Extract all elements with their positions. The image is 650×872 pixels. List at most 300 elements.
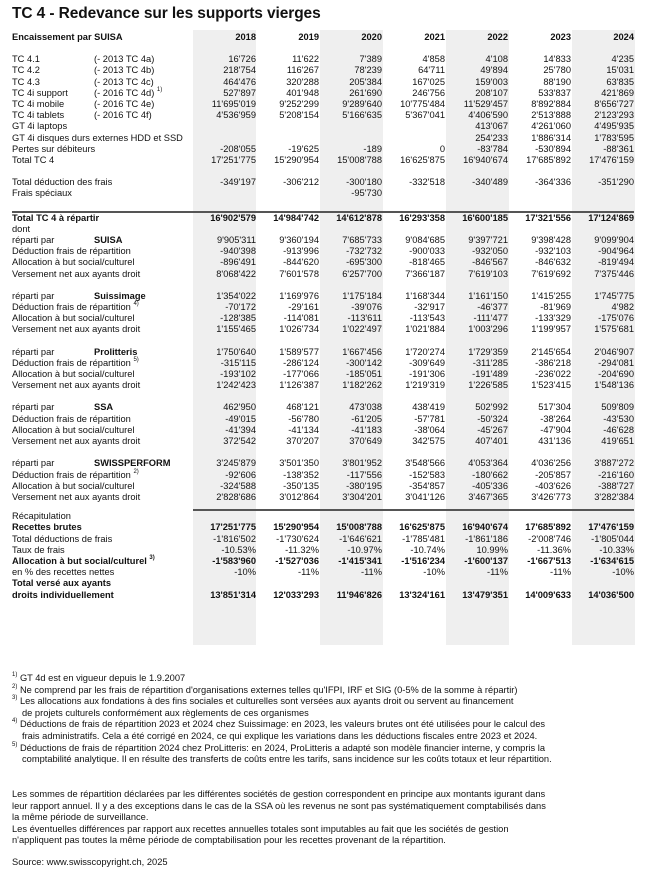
value-cell: 3'041'126 xyxy=(405,491,445,502)
value-cell: -904'964 xyxy=(598,246,634,257)
value-cell: 1'169'976 xyxy=(279,290,319,301)
row-label: Total TC 4 à répartir xyxy=(12,212,100,223)
value-cell: 15'290'954 xyxy=(274,155,319,166)
value-cell: -10% xyxy=(423,567,445,578)
note-line: n'appliquent pas toutes la même période de comptabilisation pour les recettes provenant de la répartition. xyxy=(12,835,446,846)
row-sublabel-text: (- 2013 TC 4c) xyxy=(94,76,154,87)
row-label xyxy=(12,436,193,447)
value-cell: 15'031 xyxy=(606,65,634,76)
table-row xyxy=(12,133,634,144)
row-sublabel-text: (- 2013 TC 4a) xyxy=(94,54,155,65)
value-cell: 4'406'590 xyxy=(468,110,508,121)
footnote-text: Déductions de frais de répartition 2023 et 2024 chez Suissimage: en 2023, les valeurs brutes ont été utilisées pour le calcul des xyxy=(19,719,546,730)
year-header: 2023 xyxy=(550,32,571,42)
row-sublabel xyxy=(94,110,193,121)
footnote-mark: 1) xyxy=(156,86,163,93)
value-cell: -896'491 xyxy=(220,257,256,268)
value-cell: 1'548'136 xyxy=(594,380,634,391)
row-label-text: Recettes brutes xyxy=(12,522,82,533)
row-label xyxy=(12,470,193,481)
value-cell: 15'290'954 xyxy=(273,522,319,533)
value-cell: 17'124'869 xyxy=(588,212,634,223)
value-cell: -57'781 xyxy=(414,413,445,424)
row-label xyxy=(12,257,193,268)
value-cell: 1'745'775 xyxy=(594,290,634,301)
value-cell: 1'523'415 xyxy=(531,380,571,391)
value-cell: 4'235 xyxy=(611,54,634,65)
value-cell: -940'398 xyxy=(220,246,256,257)
value-cell: -11.32% xyxy=(285,544,319,555)
value-cell: 16'625'875 xyxy=(399,522,445,533)
footnote-line xyxy=(12,743,552,755)
value-cell: -315'115 xyxy=(220,357,256,368)
value-cell: 9'084'685 xyxy=(405,235,445,246)
value-cell: 17'685'892 xyxy=(525,522,571,533)
value-cell: 261'690 xyxy=(349,87,382,98)
row-label xyxy=(12,567,193,578)
row-label xyxy=(12,246,193,257)
recap-row xyxy=(12,522,634,533)
value-cell: -49'015 xyxy=(225,413,256,424)
value-cell xyxy=(193,121,256,132)
table-row xyxy=(12,65,634,76)
value-cell: 3'501'350 xyxy=(279,458,319,469)
value-cell: 1'219'319 xyxy=(405,380,445,391)
value-cell xyxy=(256,133,319,144)
value-cell: 11'946'826 xyxy=(336,589,382,600)
value-cell: 3'304'201 xyxy=(342,491,382,502)
value-cell: 16'293'358 xyxy=(399,212,445,223)
footnote-line xyxy=(12,754,552,766)
value-cell: 14'833 xyxy=(543,54,571,65)
value-cell: 16'600'185 xyxy=(462,212,508,223)
value-cell: 218'754 xyxy=(223,65,256,76)
value-cell: -43'530 xyxy=(603,413,634,424)
footnote-mark: 3) xyxy=(12,695,18,702)
value-cell: -41'183 xyxy=(351,424,382,435)
value-cell: -11% xyxy=(360,567,382,578)
row-label xyxy=(12,313,193,324)
table-row xyxy=(12,436,634,447)
value-cell: -732'732 xyxy=(346,246,382,257)
society-prefix: réparti par xyxy=(12,346,55,357)
value-cell: 15'008'788 xyxy=(337,155,382,166)
value-cell: 7'685'733 xyxy=(342,235,382,246)
row-sublabel xyxy=(94,65,193,76)
value-cell: 438'419 xyxy=(412,402,445,413)
value-cell: 167'025 xyxy=(412,76,445,87)
value-cell: 462'950 xyxy=(223,402,256,413)
row-label-text: Allocation à but social/culturel xyxy=(12,480,135,491)
value-cell: 16'940'674 xyxy=(462,522,508,533)
value-cell: 10.99% xyxy=(476,544,508,555)
value-cell: -311'285 xyxy=(472,357,508,368)
value-cell: -306'212 xyxy=(283,177,319,188)
value-cell: 9'905'311 xyxy=(216,235,256,246)
value-cell: 63'835 xyxy=(606,76,634,87)
footnote-line xyxy=(12,731,552,743)
footnote-line xyxy=(12,719,552,731)
footnote-text: de projets culturels conformément aux règlements de ces organismes xyxy=(22,707,309,718)
row-label-text: Déduction frais de répartition xyxy=(12,246,131,257)
society-row xyxy=(12,347,634,358)
value-cell: 17'476'159 xyxy=(589,155,634,166)
value-cell: 372'542 xyxy=(223,436,256,447)
value-cell: -29'161 xyxy=(288,302,319,313)
table-row xyxy=(12,358,634,369)
value-cell: -113'543 xyxy=(409,313,445,324)
row-label: TC 4.1 xyxy=(12,54,40,65)
value-cell: 4'495'935 xyxy=(594,121,634,132)
value-cell: 116'267 xyxy=(286,65,319,76)
value-cell: -1'600'137 xyxy=(464,555,508,566)
value-cell: 17'476'159 xyxy=(588,522,634,533)
value-cell: 1'226'585 xyxy=(468,380,508,391)
row-label xyxy=(12,481,193,492)
row-label xyxy=(12,324,193,335)
value-cell: -117'556 xyxy=(346,469,382,480)
value-cell: 468'121 xyxy=(286,402,319,413)
value-cell: 5'208'154 xyxy=(279,110,319,121)
value-cell: 14'612'878 xyxy=(336,212,382,223)
value-cell: 2'145'654 xyxy=(531,346,571,357)
value-cell: 13'851'314 xyxy=(210,589,256,600)
value-cell: -300'180 xyxy=(346,177,382,188)
footnote-mark: 4) xyxy=(12,718,18,725)
total-repartir-row xyxy=(12,213,634,224)
table-row xyxy=(12,121,634,132)
value-cell: -92'606 xyxy=(225,469,256,480)
value-cell: -38'064 xyxy=(414,424,445,435)
value-cell xyxy=(445,188,508,199)
value-cell: -1'816'502 xyxy=(213,533,256,544)
value-cell: 1'199'957 xyxy=(531,324,571,335)
footnote-mark: 2) xyxy=(133,468,139,475)
value-cell: -39'076 xyxy=(351,302,382,313)
row-label-text: Déduction frais de répartition xyxy=(12,469,131,480)
value-cell: 205'384 xyxy=(349,76,382,87)
value-cell: 7'375'446 xyxy=(594,268,634,279)
value-cell: 3'012'864 xyxy=(279,491,319,502)
value-cell: -844'620 xyxy=(283,257,319,268)
value-cell: 17'321'556 xyxy=(525,212,571,223)
value-cell: -695'300 xyxy=(346,257,382,268)
value-cell: 401'948 xyxy=(286,87,319,98)
value-cell xyxy=(508,188,571,199)
value-cell: -1'730'624 xyxy=(276,533,319,544)
value-cell: 9'397'721 xyxy=(468,235,508,246)
value-cell: -1'805'044 xyxy=(591,533,634,544)
row-label-text: Versement net aux ayants droit xyxy=(12,436,141,447)
value-cell: -340'489 xyxy=(472,177,508,188)
value-cell: -152'583 xyxy=(409,469,445,480)
society-row xyxy=(12,458,634,469)
value-cell: -38'264 xyxy=(540,413,571,424)
recap-label: Récapitulation xyxy=(12,511,71,522)
table-row xyxy=(12,257,634,268)
value-cell: -216'160 xyxy=(598,469,634,480)
value-cell: -818'465 xyxy=(409,257,445,268)
value-cell: 320'288 xyxy=(286,76,319,87)
value-cell: -10% xyxy=(612,567,634,578)
value-cell: 8'068'422 xyxy=(216,268,256,279)
table-row xyxy=(12,99,634,110)
value-cell xyxy=(319,121,382,132)
value-cell xyxy=(382,188,445,199)
value-cell: -204'690 xyxy=(598,369,634,380)
value-cell: 407'401 xyxy=(475,436,508,447)
value-cell: 17'251'775 xyxy=(210,522,256,533)
row-label-text: Déduction frais de répartition xyxy=(12,302,131,313)
value-cell: -900'033 xyxy=(409,246,445,257)
footnote-mark: 5) xyxy=(12,741,18,748)
value-cell: 1'161'150 xyxy=(468,290,508,301)
value-cell: -111'477 xyxy=(473,313,508,324)
society-name: SUISA xyxy=(94,235,123,246)
value-cell: -349'197 xyxy=(220,177,256,188)
table-row xyxy=(12,414,634,425)
value-cell: -133'329 xyxy=(535,313,571,324)
table-row xyxy=(12,380,634,391)
year-header: 2022 xyxy=(487,32,508,42)
value-cell: 25'780 xyxy=(543,65,571,76)
value-cell: 6'257'700 xyxy=(342,268,382,279)
footnote-line xyxy=(12,696,552,708)
row-label: TC 4i support xyxy=(12,87,68,98)
value-cell: 1'783'595 xyxy=(594,132,634,143)
value-cell: 3'801'952 xyxy=(342,458,382,469)
recap-row xyxy=(12,534,634,545)
row-label-text: Versement net aux ayants droit xyxy=(12,491,141,502)
value-cell: -128'385 xyxy=(220,313,256,324)
value-cell: 4'261'060 xyxy=(531,121,571,132)
value-cell: -1'415'341 xyxy=(338,555,382,566)
value-cell: 16'940'674 xyxy=(463,155,508,166)
value-cell: 7'619'692 xyxy=(531,268,571,279)
value-cell: 1'126'387 xyxy=(279,380,319,391)
value-cell xyxy=(382,133,445,144)
row-label: GT 4i disques durs externes HDD et SSD xyxy=(12,132,183,143)
value-cell: 7'389 xyxy=(359,54,382,65)
value-cell: -10.74% xyxy=(410,544,445,555)
value-cell: -350'135 xyxy=(283,480,319,491)
value-cell: 5'166'635 xyxy=(342,110,382,121)
table-row xyxy=(12,269,634,280)
value-cell: -932'050 xyxy=(472,246,508,257)
society-prefix: réparti par xyxy=(12,402,55,413)
value-cell: 3'282'384 xyxy=(594,491,634,502)
society-row xyxy=(12,291,634,302)
row-label: TC 4i tablets xyxy=(12,110,65,121)
value-cell: 64'711 xyxy=(418,65,445,76)
table-row xyxy=(12,110,634,121)
row-label-text: Allocation à but social/culturel xyxy=(12,257,135,268)
note-line: leur rapport annuel. Il y a des exceptions dans le cas de la SSA où les revenus ne sont pas systématiquement comptabilisés dans xyxy=(12,800,546,811)
value-cell: -11% xyxy=(549,567,571,578)
value-cell: -332'518 xyxy=(409,177,445,188)
row-sublabel xyxy=(94,99,193,110)
value-cell: 1'182'262 xyxy=(342,380,382,391)
value-cell: 370'649 xyxy=(349,436,382,447)
footnote-line xyxy=(12,673,552,685)
value-cell: 9'099'904 xyxy=(594,235,634,246)
footnote-line xyxy=(12,685,552,697)
value-cell: 9'398'428 xyxy=(531,235,571,246)
value-cell: 13'324'161 xyxy=(399,589,445,600)
value-cell: 421'869 xyxy=(601,87,634,98)
value-cell: -45'267 xyxy=(477,424,508,435)
value-cell: 464'476 xyxy=(223,76,256,87)
year-header: 2020 xyxy=(361,32,382,42)
row-label: Total TC 4 xyxy=(12,155,55,166)
value-cell: 509'809 xyxy=(601,402,634,413)
value-cell: -1'583'960 xyxy=(212,555,256,566)
value-cell: -364'336 xyxy=(535,177,571,188)
value-cell: 4'036'256 xyxy=(531,458,571,469)
value-cell xyxy=(193,188,256,199)
row-label: TC 4.2 xyxy=(12,65,40,76)
row-label xyxy=(12,302,193,313)
royalty-table xyxy=(12,32,634,601)
value-cell: -95'730 xyxy=(351,188,382,199)
year-header: 2018 xyxy=(235,32,256,42)
value-cell: 15'008'788 xyxy=(336,522,382,533)
total-verse-row xyxy=(12,590,634,601)
value-cell: -913'996 xyxy=(283,246,319,257)
row-sublabel-text: (- 2013 TC 4b) xyxy=(94,65,155,76)
value-cell: -138'352 xyxy=(283,469,319,480)
value-cell: -530'894 xyxy=(535,143,571,154)
value-cell: -932'103 xyxy=(535,246,571,257)
value-cell: -11% xyxy=(486,567,508,578)
value-cell: -354'857 xyxy=(409,480,445,491)
value-cell: -10.97% xyxy=(347,544,382,555)
value-cell: -294'081 xyxy=(598,357,634,368)
source-note: Source: www.swisscopyright.ch, 2025 xyxy=(12,857,168,867)
value-cell: -10% xyxy=(234,567,256,578)
footnote-text: GT 4d est en vigueur depuis le 1.9.2007 xyxy=(19,673,186,683)
value-cell: -10.53% xyxy=(221,544,256,555)
value-cell: 502'992 xyxy=(475,402,508,413)
value-cell: 4'858 xyxy=(422,54,445,65)
value-cell: -56'780 xyxy=(288,413,319,424)
value-cell: 1'003'296 xyxy=(468,324,508,335)
value-cell: 17'685'892 xyxy=(526,155,571,166)
value-cell: -846'632 xyxy=(535,257,571,268)
value-cell: -70'172 xyxy=(225,302,256,313)
value-cell: 254'233 xyxy=(475,132,508,143)
value-cell: -185'051 xyxy=(346,369,382,380)
row-label-text: en % des recettes nettes xyxy=(12,567,115,578)
value-cell: 14'009'633 xyxy=(525,589,571,600)
value-cell: 159'003 xyxy=(475,76,508,87)
value-cell: 1'354'022 xyxy=(216,290,256,301)
value-cell: 8'892'884 xyxy=(531,99,571,110)
society-row xyxy=(12,402,634,413)
value-cell xyxy=(256,188,319,199)
footnote-mark: 4) xyxy=(133,301,139,308)
value-cell: 1'729'359 xyxy=(468,346,508,357)
value-cell xyxy=(319,133,382,144)
footnote-mark: 1) xyxy=(12,672,18,678)
value-cell: -1'667'513 xyxy=(527,555,571,566)
value-cell: 527'897 xyxy=(223,87,256,98)
value-cell: 88'190 xyxy=(543,76,571,87)
value-cell: 246'756 xyxy=(412,87,445,98)
value-cell: -309'649 xyxy=(409,357,445,368)
value-cell: -10.33% xyxy=(599,544,634,555)
value-cell: 1'589'577 xyxy=(279,346,319,357)
total-verse-label: Total versé aux ayants xyxy=(12,578,112,589)
row-label-text: Déduction frais de répartition xyxy=(12,357,131,368)
value-cell: 413'067 xyxy=(475,121,508,132)
row-label xyxy=(12,425,193,436)
footnote-text: Les allocations aux fondations à des fins sociales et culturelles sont versées aux ayants droit ou servent au financement xyxy=(19,696,514,707)
value-cell: -386'218 xyxy=(535,357,571,368)
value-cell: -88'361 xyxy=(603,143,634,154)
value-cell: 16'902'579 xyxy=(210,212,256,223)
year-header: 2024 xyxy=(613,32,634,42)
value-cell: 9'360'194 xyxy=(279,235,319,246)
value-cell: 7'366'187 xyxy=(405,268,445,279)
row-label: GT 4i laptops xyxy=(12,121,68,132)
row-label-text: Taux de frais xyxy=(12,544,65,555)
value-cell: -50'324 xyxy=(477,413,508,424)
note-line: Les sommes de répartition déclarées par les différentes sociétés de gestion correspondent en principe aux montants igurant dans xyxy=(12,789,546,799)
value-cell: -191'489 xyxy=(472,369,508,380)
value-cell: 3'467'365 xyxy=(468,491,508,502)
value-cell: -11% xyxy=(297,567,319,578)
value-cell: 14'036'500 xyxy=(588,589,634,600)
value-cell: 0 xyxy=(439,143,445,154)
value-cell: -83'784 xyxy=(477,143,508,154)
row-label xyxy=(12,358,193,369)
value-cell: -113'611 xyxy=(347,313,382,324)
society-prefix: réparti par xyxy=(12,290,55,301)
notes xyxy=(12,789,612,847)
row-label-text: Allocation à but social/culturel xyxy=(12,369,135,380)
table-row xyxy=(12,313,634,324)
value-cell: -236'022 xyxy=(535,369,571,380)
society-name: SSA xyxy=(94,402,114,413)
value-cell: -351'290 xyxy=(598,177,634,188)
value-cell: -41'394 xyxy=(225,424,256,435)
row-label-text: Versement net aux ayants droit xyxy=(12,268,141,279)
row-label xyxy=(12,492,193,503)
value-cell: 11'529'457 xyxy=(463,99,508,110)
value-cell: 13'479'351 xyxy=(462,589,508,600)
row-label-text: Versement net aux ayants droit xyxy=(12,380,141,391)
value-cell: -324'588 xyxy=(220,480,256,491)
value-cell: -403'626 xyxy=(535,480,571,491)
value-cell: 208'107 xyxy=(475,87,508,98)
row-label-text: Allocation à but social/culturel xyxy=(12,424,135,435)
value-cell: -46'628 xyxy=(603,424,634,435)
value-cell xyxy=(571,188,634,199)
value-cell: 11'695'019 xyxy=(211,99,256,110)
value-cell: 9'289'640 xyxy=(342,99,382,110)
row-label xyxy=(12,545,193,556)
footnote-mark: 5) xyxy=(133,356,139,363)
row-sublabel xyxy=(94,88,193,99)
table-row xyxy=(12,470,634,481)
value-cell: 1'155'465 xyxy=(216,324,256,335)
value-cell: -286'124 xyxy=(283,357,319,368)
row-label: Frais spéciaux xyxy=(12,188,72,199)
value-cell: 1'750'640 xyxy=(216,346,256,357)
value-cell: 342'575 xyxy=(412,436,445,447)
table-row xyxy=(12,88,634,99)
